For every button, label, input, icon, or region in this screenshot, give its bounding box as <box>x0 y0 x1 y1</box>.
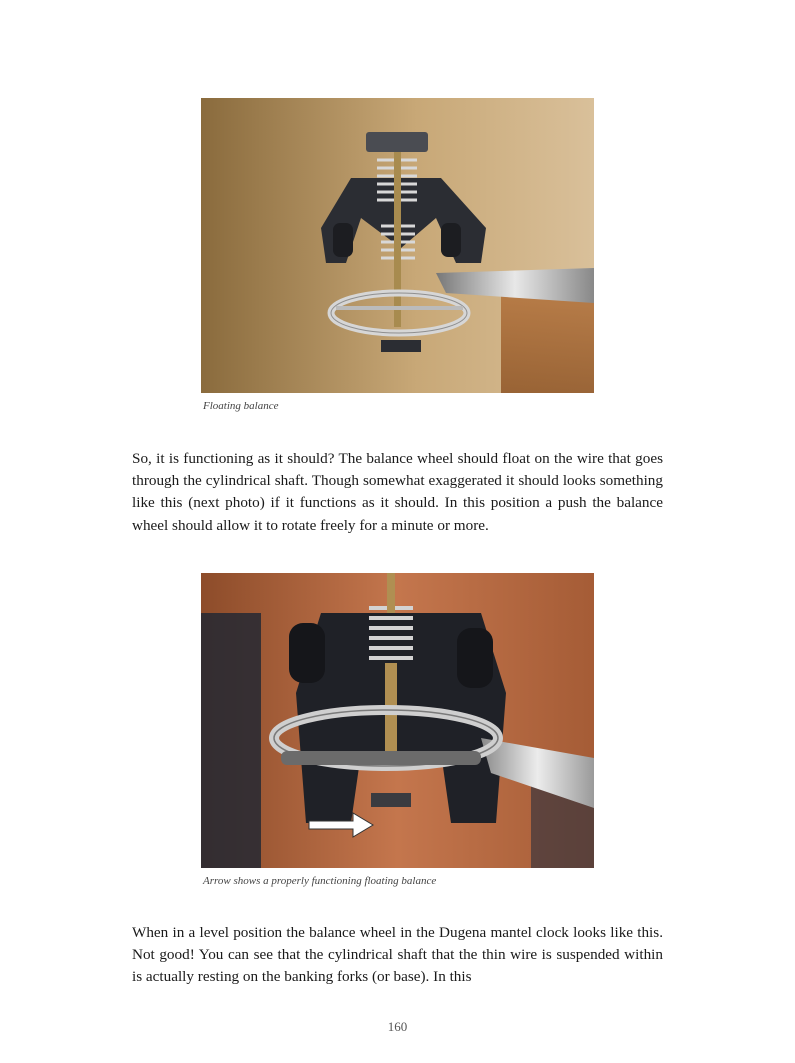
figure-caption: Floating balance <box>203 400 279 412</box>
photo-floating-balance <box>201 98 594 393</box>
page-number: 160 <box>387 1019 408 1034</box>
photo-functioning-floating-balance <box>201 573 594 868</box>
figure-caption: Arrow shows a properly functioning floating balance <box>203 875 437 887</box>
body-paragraph: When in a level position the balance wheel in the Dugena mantel clock looks like this. Not good! You can see that the cylindrical shaft that the thin wire is suspended within is actually resting on the banking forks (or base). In this <box>132 924 663 986</box>
body-paragraph: So, it is functioning as it should? The balance wheel should float on the wire that goes through the cylindrical shaft. Though somewhat exaggerated it should looks something like this (next photo) if it functions as it should. In this position a push the balance wheel should allow it to rotate freely for a minute or more. <box>132 450 663 534</box>
